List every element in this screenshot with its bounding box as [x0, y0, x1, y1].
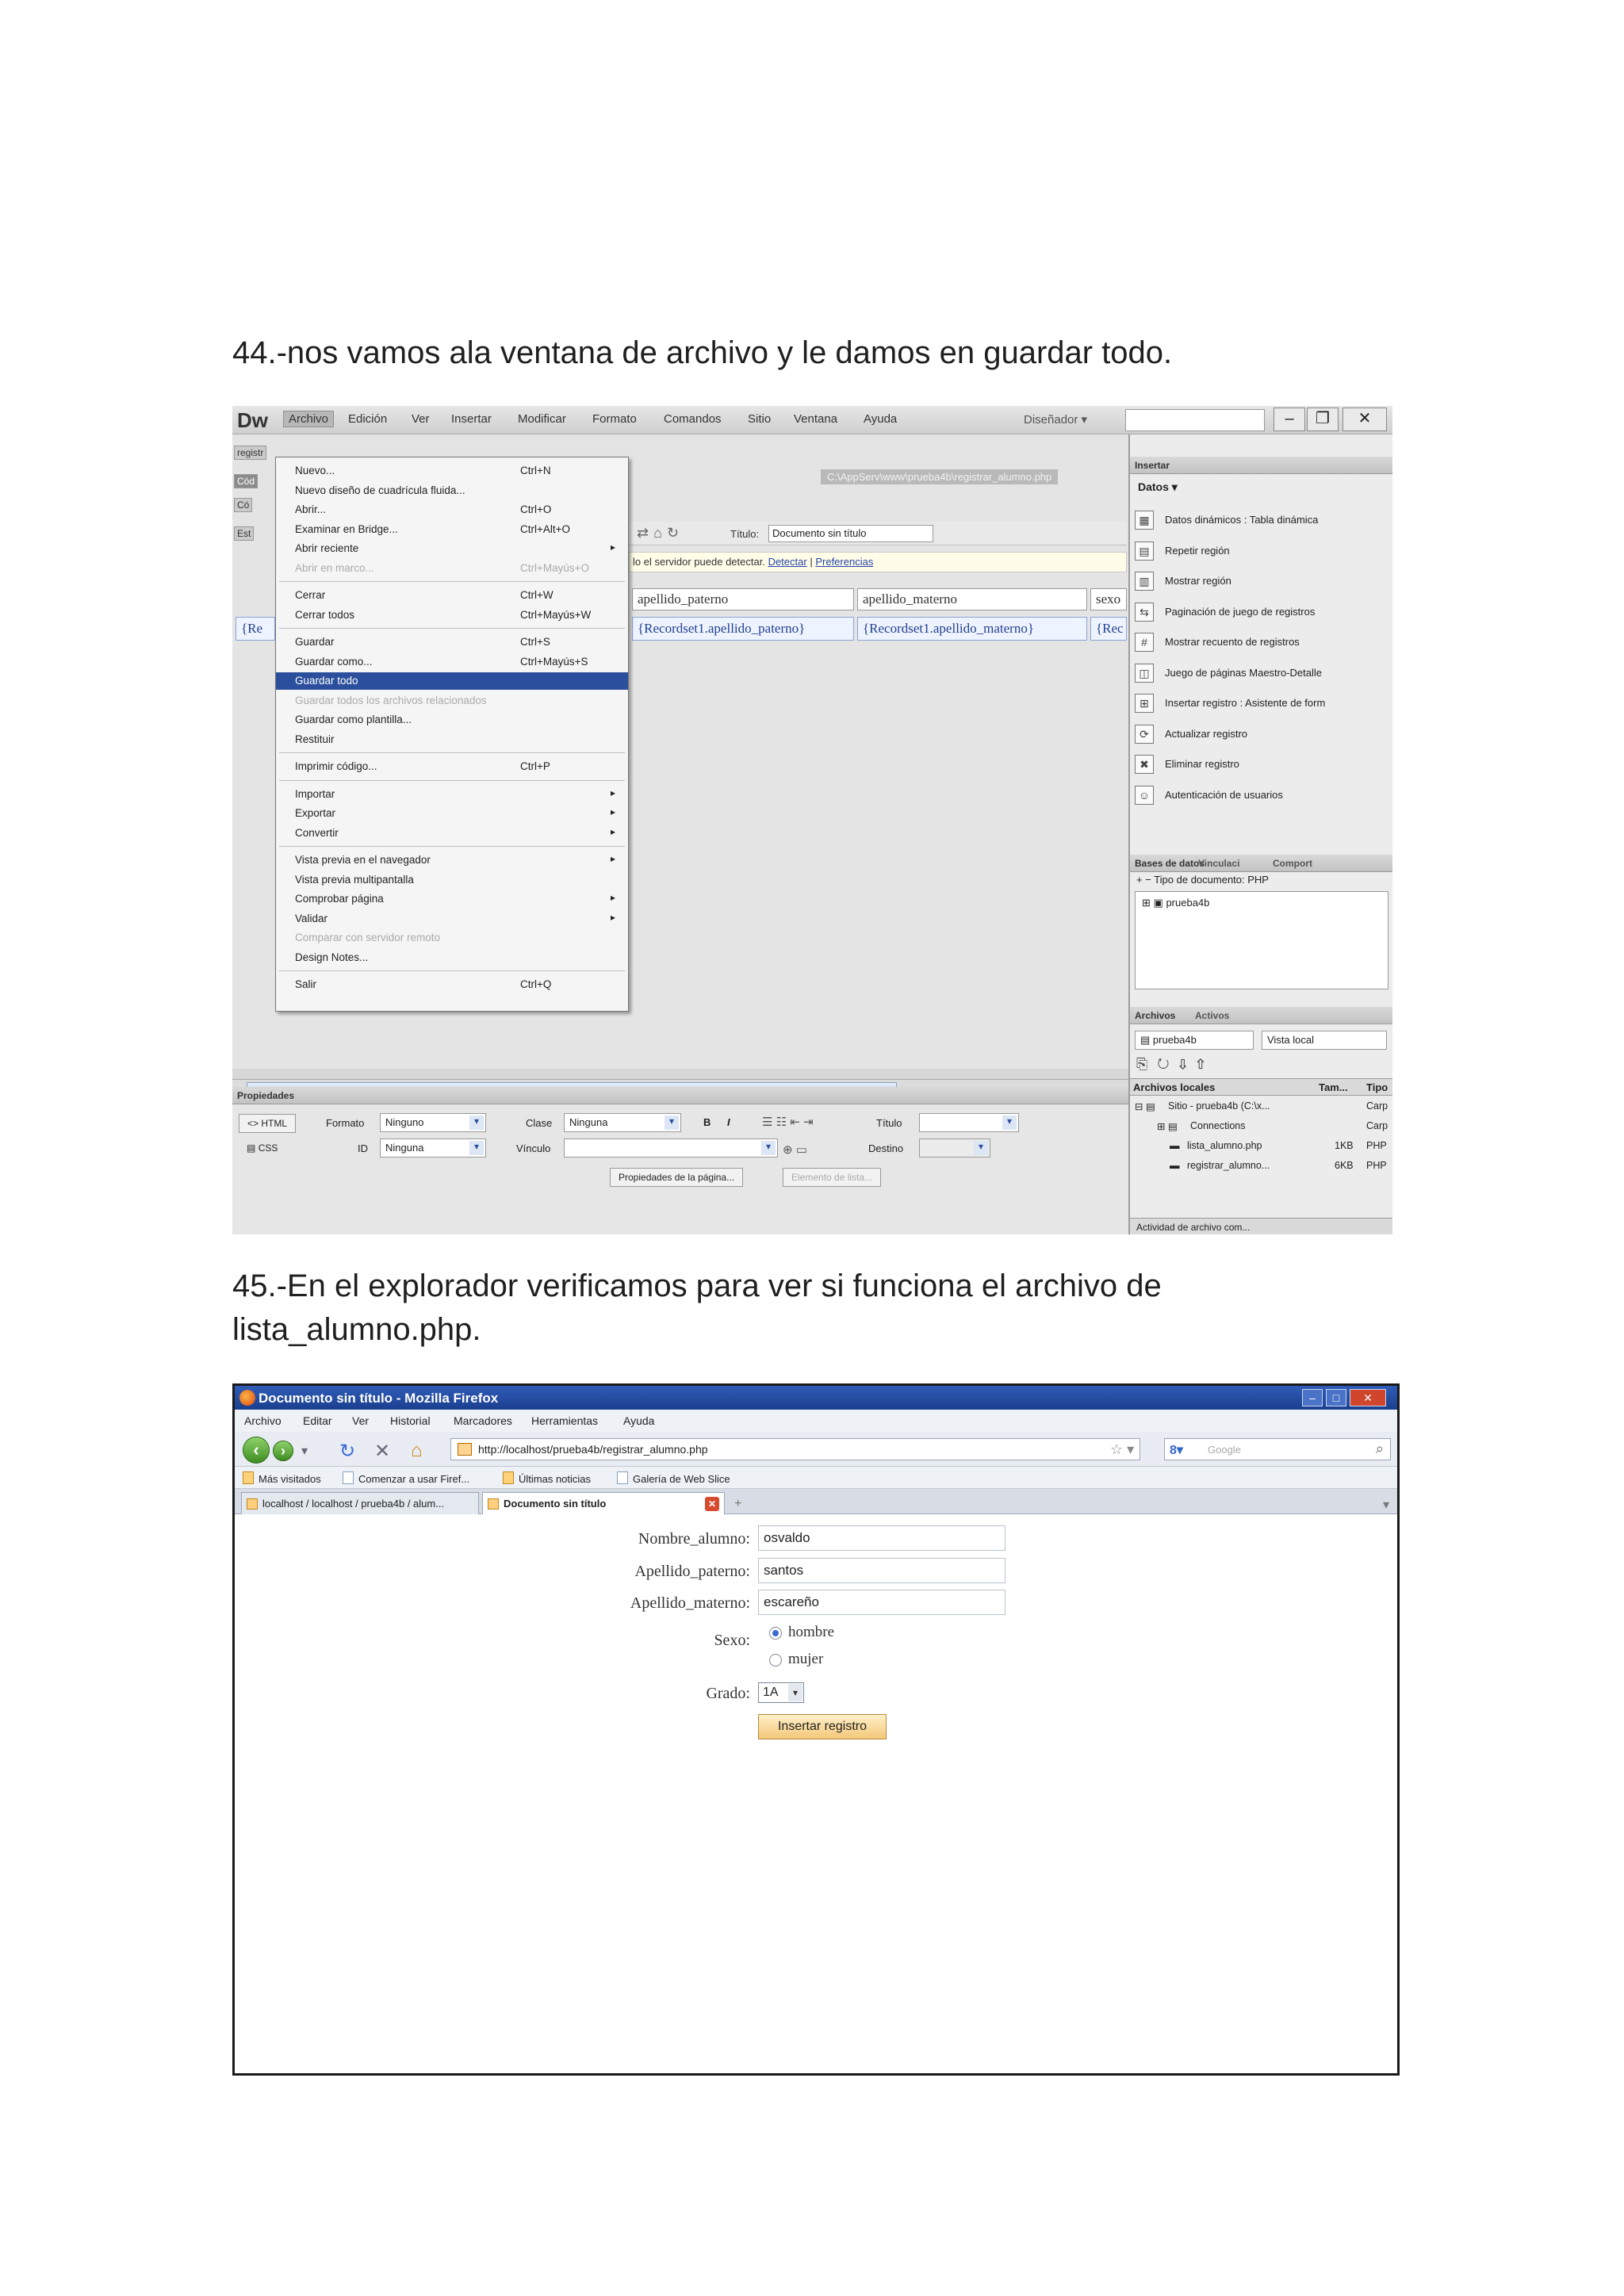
search-input[interactable]: [1164, 1438, 1391, 1460]
info-bar-text: lo el servidor puede detectar.: [633, 556, 765, 568]
insert-item[interactable]: [1135, 568, 1388, 594]
file-menu-item[interactable]: [276, 871, 628, 889]
file-menu-item[interactable]: [276, 949, 628, 966]
file-menu-item-shortcut: Ctrl+N: [520, 465, 551, 476]
page-properties-button[interactable]: Propiedades de la página...: [610, 1168, 743, 1187]
target-label: Destino: [868, 1142, 904, 1154]
file-menu-item[interactable]: [276, 805, 628, 822]
file-menu-item-label: Vista previa en el navegador: [295, 854, 431, 866]
window-title: Documento sin título - Mozilla Firefox: [259, 1391, 499, 1406]
file-menu-item[interactable]: [276, 851, 628, 869]
file-menu-item[interactable]: [276, 758, 628, 775]
id-label: ID: [358, 1142, 368, 1154]
dreamweaver-screenshot: [232, 406, 1392, 1234]
title-prop-input[interactable]: [919, 1113, 1019, 1132]
page-title-input[interactable]: Documento sin título: [768, 525, 933, 542]
tab-bindings[interactable]: Vinculaci: [1198, 858, 1240, 869]
properties-panel: [232, 1104, 1128, 1234]
tab-favicon: [247, 1498, 258, 1510]
radio-mujer[interactable]: [769, 1654, 782, 1667]
menu-historial[interactable]: Historial: [390, 1414, 431, 1427]
close-tab-icon[interactable]: ✕: [705, 1497, 719, 1511]
file-menu-item[interactable]: [276, 633, 628, 651]
step-45-caption-line1: 45.-En el explorador verificamos para ver si funciona el archivo de: [232, 1269, 1162, 1303]
bookmark-most-visited[interactable]: Más visitados: [243, 1471, 321, 1485]
format-select[interactable]: Ninguno ▾: [380, 1113, 486, 1132]
bookmark-web-slice[interactable]: Galería de Web Slice: [617, 1471, 730, 1485]
view-select[interactable]: Vista local: [1262, 1031, 1387, 1050]
history-dropdown-icon[interactable]: ▾: [301, 1445, 308, 1458]
file-menu-item-label: Validar: [295, 912, 328, 924]
file-menu-item[interactable]: [276, 910, 628, 928]
file-menu-item-label: Design Notes...: [295, 951, 369, 963]
home-icon[interactable]: ⌂: [411, 1440, 423, 1461]
bookmark-latest-news[interactable]: Últimas noticias: [503, 1471, 591, 1485]
file-menu-item-shortcut: Ctrl+O: [520, 503, 552, 515]
server-info-bar: [629, 552, 1127, 572]
files-selectors: [1135, 1031, 1388, 1051]
italic-button[interactable]: I: [727, 1116, 730, 1128]
file-menu-item[interactable]: [276, 482, 628, 499]
menu-separator: [279, 581, 625, 582]
title-label: Título:: [730, 528, 760, 540]
html-mode-label: HTML: [261, 1118, 288, 1129]
insert-item[interactable]: [1135, 599, 1388, 625]
file-menu-item-label: Salir: [295, 978, 317, 990]
files-table-header: [1130, 1078, 1392, 1096]
expand-icon[interactable]: ⊞: [1142, 897, 1151, 909]
insert-item[interactable]: [1135, 691, 1388, 716]
google-search-icon[interactable]: 8▾: [1170, 1444, 1183, 1457]
file-menu-item-label: Guardar como...: [295, 655, 373, 668]
data-object-icon: ▦: [1135, 511, 1154, 530]
menu-ventana[interactable]: Ventana: [794, 412, 838, 426]
insert-record-button[interactable]: Insertar registro: [758, 1714, 887, 1739]
files-toolbar-icons[interactable]: ⎘↻⇩⇧: [1136, 1056, 1214, 1072]
data-object-icon: ✖: [1135, 755, 1154, 774]
code-icon: <>: [247, 1118, 259, 1129]
menu-archivo[interactable]: Archivo: [283, 411, 334, 427]
insert-item-label: Mostrar región: [1165, 575, 1231, 587]
info-bar-separator: |: [810, 556, 813, 568]
submenu-arrow-icon: ▸: [611, 892, 616, 903]
insert-item-label: Paginación de juego de registros: [1165, 605, 1316, 618]
paterno-label: Apellido_paterno:: [634, 1563, 750, 1580]
file-type: Carp: [1366, 1120, 1388, 1131]
menu-insertar[interactable]: Insertar: [451, 412, 492, 426]
menu-ver[interactable]: Ver: [412, 412, 430, 426]
file-row[interactable]: [1130, 1137, 1392, 1154]
insert-item[interactable]: [1135, 721, 1388, 747]
file-menu-item-label: Abrir...: [295, 503, 327, 515]
class-select[interactable]: Ninguna ▾: [564, 1113, 681, 1132]
file-menu-item-label: Guardar: [295, 636, 335, 648]
site-select-value: prueba4b: [1152, 1034, 1197, 1046]
insert-item-label: Repetir región: [1165, 544, 1230, 557]
menu-formato[interactable]: Formato: [592, 412, 637, 426]
html-mode-button[interactable]: [239, 1114, 296, 1133]
file-menu-item-shortcut: Ctrl+Q: [520, 978, 552, 990]
link-target-icons[interactable]: ⊕ ▭: [783, 1143, 807, 1157]
materno-label: Apellido_materno:: [630, 1594, 750, 1612]
file-row[interactable]: [1130, 1117, 1392, 1135]
menu-comandos[interactable]: Comandos: [664, 412, 722, 426]
toolbar-icons[interactable]: ⇄⌂↻: [637, 525, 684, 541]
radio-mujer-label: mujer: [788, 1651, 824, 1667]
insert-item-label: Insertar registro : Asistente de form: [1165, 697, 1326, 709]
file-menu-item-label: Examinar en Bridge...: [295, 522, 398, 535]
css-mode-label: CSS: [258, 1142, 278, 1154]
tab-assets[interactable]: Activos: [1195, 1010, 1230, 1021]
file-menu-item[interactable]: [276, 521, 628, 538]
file-type: PHP: [1366, 1140, 1387, 1151]
link-label: Vínculo: [516, 1142, 551, 1154]
file-name: Sitio - prueba4b (C:\x...: [1168, 1100, 1270, 1112]
code-view-button[interactable]: Cód: [234, 474, 258, 488]
submenu-arrow-icon: ▸: [611, 806, 616, 817]
file-menu-item-label: Exportar: [295, 807, 336, 819]
file-menu-item[interactable]: [276, 501, 628, 519]
step-44-caption: 44.-nos vamos ala ventana de archivo y le damos en guardar todo.: [232, 335, 1173, 370]
file-menu-item-shortcut: Ctrl+W: [520, 589, 553, 601]
data-object-icon: ◫: [1135, 664, 1154, 683]
forward-button[interactable]: ›: [273, 1441, 293, 1461]
insert-category-select[interactable]: [1138, 480, 1178, 494]
col-local-files[interactable]: Archivos locales: [1133, 1081, 1216, 1093]
file-name: lista_alumno.php: [1187, 1140, 1262, 1151]
menu-editar[interactable]: Editar: [303, 1414, 332, 1427]
file-menu-item[interactable]: [276, 825, 628, 842]
back-button[interactable]: ‹: [243, 1437, 270, 1464]
file-menu-item-shortcut: Ctrl+S: [520, 636, 550, 648]
file-menu-item-label: Convertir: [295, 826, 339, 839]
menu-separator: [279, 970, 625, 971]
file-menu-item: [276, 560, 628, 577]
firefox-menubar: [235, 1410, 1397, 1432]
materno-input[interactable]: escareño: [758, 1590, 1005, 1615]
insert-item[interactable]: [1135, 783, 1388, 808]
file-menu-item-shortcut: Ctrl+Mayús+S: [520, 655, 588, 668]
insert-item-label: Datos dinámicos : Tabla dinámica: [1165, 514, 1319, 526]
menu-sitio[interactable]: Sitio: [748, 412, 772, 426]
folder-icon: ⊞ ▤: [1157, 1121, 1178, 1132]
insert-item[interactable]: [1135, 629, 1388, 655]
file-menu-item: [276, 929, 628, 947]
layout-switcher-label: Diseñador: [1024, 413, 1078, 427]
menu-separator: [279, 846, 625, 847]
recordset-cell[interactable]: {Re: [236, 617, 275, 641]
database-icon: ▣: [1153, 897, 1163, 909]
file-activity-status: Actividad de archivo com...: [1130, 1218, 1392, 1234]
menu-ayuda[interactable]: Ayuda: [864, 412, 898, 426]
file-menu-item[interactable]: [276, 587, 628, 604]
submenu-arrow-icon: ▸: [611, 786, 616, 798]
bookmark-getting-started[interactable]: Comenzar a usar Firef...: [343, 1471, 469, 1485]
menu-edicion[interactable]: Edición: [348, 412, 388, 426]
file-menu-item[interactable]: [276, 731, 628, 748]
submenu-arrow-icon: ▸: [611, 853, 616, 864]
insert-panel-header[interactable]: Insertar: [1130, 457, 1392, 474]
insert-item-label: Autenticación de usuarios: [1165, 788, 1283, 801]
connection-item[interactable]: [1142, 897, 1209, 909]
file-icon: ▬: [1170, 1160, 1180, 1171]
firefox-screenshot: [232, 1383, 1400, 2076]
bold-button[interactable]: B: [703, 1116, 711, 1128]
data-object-icon: ⇆: [1135, 603, 1154, 622]
address-bar[interactable]: [450, 1438, 1140, 1460]
chevron-down-icon: ▾: [1171, 480, 1178, 493]
menu-separator: [279, 752, 625, 753]
file-menu-item[interactable]: [276, 976, 628, 993]
tab-behaviors[interactable]: Comport: [1273, 858, 1312, 869]
dw-menubar: [232, 406, 1392, 434]
target-select[interactable]: [919, 1138, 990, 1158]
menu-marcadores[interactable]: Marcadores: [454, 1414, 512, 1427]
insert-category-label: Datos: [1138, 480, 1169, 493]
tab-documento[interactable]: [482, 1492, 725, 1514]
link-input[interactable]: [564, 1138, 778, 1158]
help-search-input[interactable]: [1125, 409, 1265, 431]
format-label: Formato: [326, 1117, 365, 1129]
file-icon: ▬: [1170, 1140, 1180, 1151]
firefox-titlebar: [235, 1386, 1397, 1410]
folder-icon: ⊟ ▤: [1135, 1101, 1155, 1112]
field-apellido-paterno[interactable]: apellido_paterno: [632, 588, 854, 610]
class-label: Clase: [526, 1117, 553, 1129]
stop-icon[interactable]: ✕: [374, 1441, 391, 1462]
files-panel-header: [1130, 1007, 1392, 1024]
file-menu-item-label: Cerrar todos: [295, 608, 355, 621]
info-icon-tab[interactable]: Est: [234, 526, 254, 541]
detect-link[interactable]: Detectar: [768, 556, 807, 568]
page-content: [235, 1514, 1397, 2073]
file-menu-item-label: Abrir en marco...: [295, 561, 374, 574]
remove-icon[interactable]: −: [1145, 874, 1151, 886]
list-item-button[interactable]: Elemento de lista...: [783, 1168, 881, 1187]
menu-modificar[interactable]: Modificar: [518, 412, 566, 426]
file-menu-item[interactable]: [276, 711, 628, 729]
file-menu-item-shortcut: Ctrl+Mayús+W: [520, 608, 592, 621]
file-menu-item[interactable]: [276, 653, 628, 671]
file-menu-item-label: Abrir reciente: [295, 542, 359, 554]
file-type: PHP: [1366, 1160, 1387, 1171]
file-menu-item-shortcut: Ctrl+Alt+O: [520, 522, 571, 535]
tab-label: Documento sin título: [504, 1498, 607, 1510]
list-tabs-icon[interactable]: ▾: [1383, 1498, 1390, 1512]
file-menu-item[interactable]: [276, 890, 628, 908]
file-menu-item-shortcut: Ctrl+P: [520, 760, 550, 772]
tab-strip: [235, 1489, 1397, 1514]
dw-logo: Dw: [237, 408, 268, 432]
data-object-icon: #: [1135, 633, 1154, 652]
file-menu-item-label: Nuevo...: [295, 465, 335, 476]
insert-item[interactable]: [1135, 538, 1388, 564]
insert-item[interactable]: [1135, 507, 1388, 533]
file-name: Connections: [1190, 1120, 1246, 1131]
file-menu-item[interactable]: [276, 540, 628, 557]
properties-panel-header[interactable]: Propiedades: [232, 1087, 1128, 1104]
data-object-icon: ☺: [1135, 786, 1154, 805]
menu-separator: [279, 628, 625, 629]
minimize-button[interactable]: –: [1274, 408, 1305, 431]
file-menu-item[interactable]: [276, 786, 628, 803]
submenu-arrow-icon: ▸: [611, 911, 616, 923]
step-45-caption-line2: lista_alumno.php.: [232, 1312, 481, 1347]
search-placeholder: Google: [1208, 1444, 1241, 1456]
menu-archivo[interactable]: Archivo: [244, 1414, 282, 1427]
id-select[interactable]: Ninguna ▾: [380, 1138, 486, 1158]
file-menu-item-label: Vista previa multipantalla: [295, 873, 414, 886]
file-menu-item-label: Comparar con servidor remoto: [295, 932, 441, 943]
add-icon[interactable]: +: [1136, 874, 1143, 886]
menu-herramientas[interactable]: Herramientas: [531, 1414, 599, 1427]
doctype-row: [1136, 874, 1269, 886]
file-size: 6KB: [1335, 1160, 1354, 1171]
insert-item-label: Actualizar registro: [1165, 727, 1248, 740]
nombre-input[interactable]: osvaldo: [758, 1525, 1005, 1551]
file-menu-item-label: Importar: [295, 787, 335, 800]
chevron-down-icon: ▾: [1081, 413, 1088, 427]
file-size: 1KB: [1335, 1140, 1354, 1151]
data-object-icon: ▥: [1135, 572, 1154, 591]
file-menu-item-shortcut: Ctrl+Mayús+O: [520, 561, 590, 574]
file-row[interactable]: [1130, 1157, 1392, 1174]
close-button[interactable]: ✕: [1350, 1389, 1386, 1406]
document-tab[interactable]: registr: [234, 446, 266, 460]
col-size[interactable]: Tam...: [1319, 1081, 1348, 1093]
folder-icon: ▤: [1140, 1034, 1151, 1046]
radio-hombre[interactable]: [769, 1627, 782, 1640]
css-icon: ▤: [247, 1142, 256, 1154]
document-area: [232, 434, 1128, 1069]
document-toolbar: [629, 522, 1127, 545]
sexo-label: Sexo:: [714, 1632, 750, 1649]
page-favicon: [458, 1443, 472, 1456]
databases-panel-header: [1130, 855, 1392, 872]
navigation-toolbar: [235, 1432, 1397, 1467]
bookmark-star-icon[interactable]: ☆ ▾: [1110, 1441, 1135, 1457]
tab-phpmyadmin[interactable]: [241, 1492, 479, 1514]
connection-label: prueba4b: [1166, 897, 1210, 909]
menu-ayuda[interactable]: Ayuda: [623, 1414, 655, 1427]
file-menu-item: [276, 692, 628, 710]
file-menu-item-label: Comprobar página: [295, 893, 384, 905]
recordset-cell[interactable]: {Rec: [1090, 617, 1127, 641]
tab-label: localhost / localhost / prueba4b / alum...: [262, 1498, 445, 1510]
file-menu-item[interactable]: [276, 672, 628, 690]
code-view-tab[interactable]: Có: [234, 498, 252, 512]
insert-item-label: Mostrar recuento de registros: [1165, 636, 1300, 648]
bookmarks-toolbar: [235, 1467, 1397, 1489]
layout-switcher[interactable]: [1024, 412, 1087, 427]
file-menu-dropdown: [275, 457, 629, 1012]
file-type: Carp: [1366, 1100, 1388, 1112]
submenu-arrow-icon: ▸: [611, 825, 616, 837]
reload-icon[interactable]: ↻: [339, 1441, 356, 1462]
tab-databases[interactable]: Bases de datos: [1135, 858, 1205, 869]
database-tree: [1135, 891, 1388, 989]
col-type[interactable]: Tipo: [1366, 1081, 1388, 1093]
close-button[interactable]: ✕: [1342, 408, 1387, 431]
file-row[interactable]: [1130, 1097, 1392, 1115]
url-text: http://localhost/prueba4b/registrar_alumno.php: [478, 1443, 708, 1456]
insert-item[interactable]: [1135, 752, 1388, 777]
file-menu-item-label: Guardar como plantilla...: [295, 714, 412, 725]
search-icon[interactable]: ⌕: [1375, 1441, 1384, 1456]
document-path: C:\AppServ\www\prueba4b\registrar_alumno.php: [821, 469, 1058, 484]
doctype-label: Tipo de documento: PHP: [1154, 874, 1269, 886]
file-menu-item-label: Restituir: [295, 733, 335, 745]
file-menu-item[interactable]: [276, 462, 628, 480]
file-name: registrar_alumno...: [1187, 1160, 1270, 1171]
field-sexo[interactable]: sexo: [1090, 588, 1127, 610]
tab-favicon: [488, 1498, 499, 1510]
submenu-arrow-icon: ▸: [611, 541, 616, 553]
field-apellido-materno[interactable]: apellido_materno: [857, 588, 1087, 610]
restore-button[interactable]: ❐: [1307, 408, 1339, 431]
file-menu-item-label: Imprimir código...: [295, 760, 377, 772]
title-prop-label: Título: [876, 1117, 902, 1129]
right-panel: [1128, 434, 1392, 1234]
nombre-label: Nombre_alumno:: [638, 1530, 750, 1548]
file-menu-item[interactable]: [276, 607, 628, 624]
menu-ver[interactable]: Ver: [352, 1414, 370, 1427]
insert-item-label: Eliminar registro: [1165, 758, 1239, 770]
menu-separator: [279, 780, 625, 781]
recordset-cell[interactable]: {Recordset1.apellido_materno}: [857, 617, 1087, 641]
insert-item-label: Juego de páginas Maestro-Detalle: [1165, 666, 1323, 679]
grado-select[interactable]: 1A ▾: [758, 1682, 804, 1703]
grado-label: Grado:: [706, 1685, 750, 1702]
list-indent-icons[interactable]: ☰ ☷ ⇤ ⇥: [762, 1115, 814, 1129]
maximize-button[interactable]: □: [1326, 1389, 1346, 1406]
site-select[interactable]: [1135, 1031, 1254, 1050]
data-object-icon: ▤: [1135, 541, 1154, 561]
paterno-input[interactable]: santos: [758, 1558, 1005, 1583]
file-menu-item-label: Nuevo diseño de cuadrícula fluida...: [295, 484, 465, 496]
file-menu-item-label: Guardar todo: [295, 675, 358, 687]
tab-files[interactable]: Archivos: [1135, 1010, 1176, 1021]
minimize-button[interactable]: –: [1302, 1389, 1323, 1406]
insert-item[interactable]: [1135, 660, 1388, 686]
data-object-icon: ⟳: [1135, 725, 1154, 744]
file-menu-item-label: Guardar todos los archivos relacionados: [295, 694, 487, 706]
radio-hombre-label: hombre: [788, 1624, 835, 1640]
data-object-icon: ⊞: [1135, 694, 1154, 713]
css-mode-button[interactable]: [239, 1139, 285, 1158]
new-tab-button[interactable]: +: [734, 1497, 742, 1510]
file-menu-item-label: Cerrar: [295, 589, 326, 601]
firefox-logo-icon: [239, 1390, 255, 1406]
preferences-link[interactable]: Preferencias: [815, 556, 874, 568]
recordset-cell[interactable]: {Recordset1.apellido_paterno}: [632, 617, 854, 641]
